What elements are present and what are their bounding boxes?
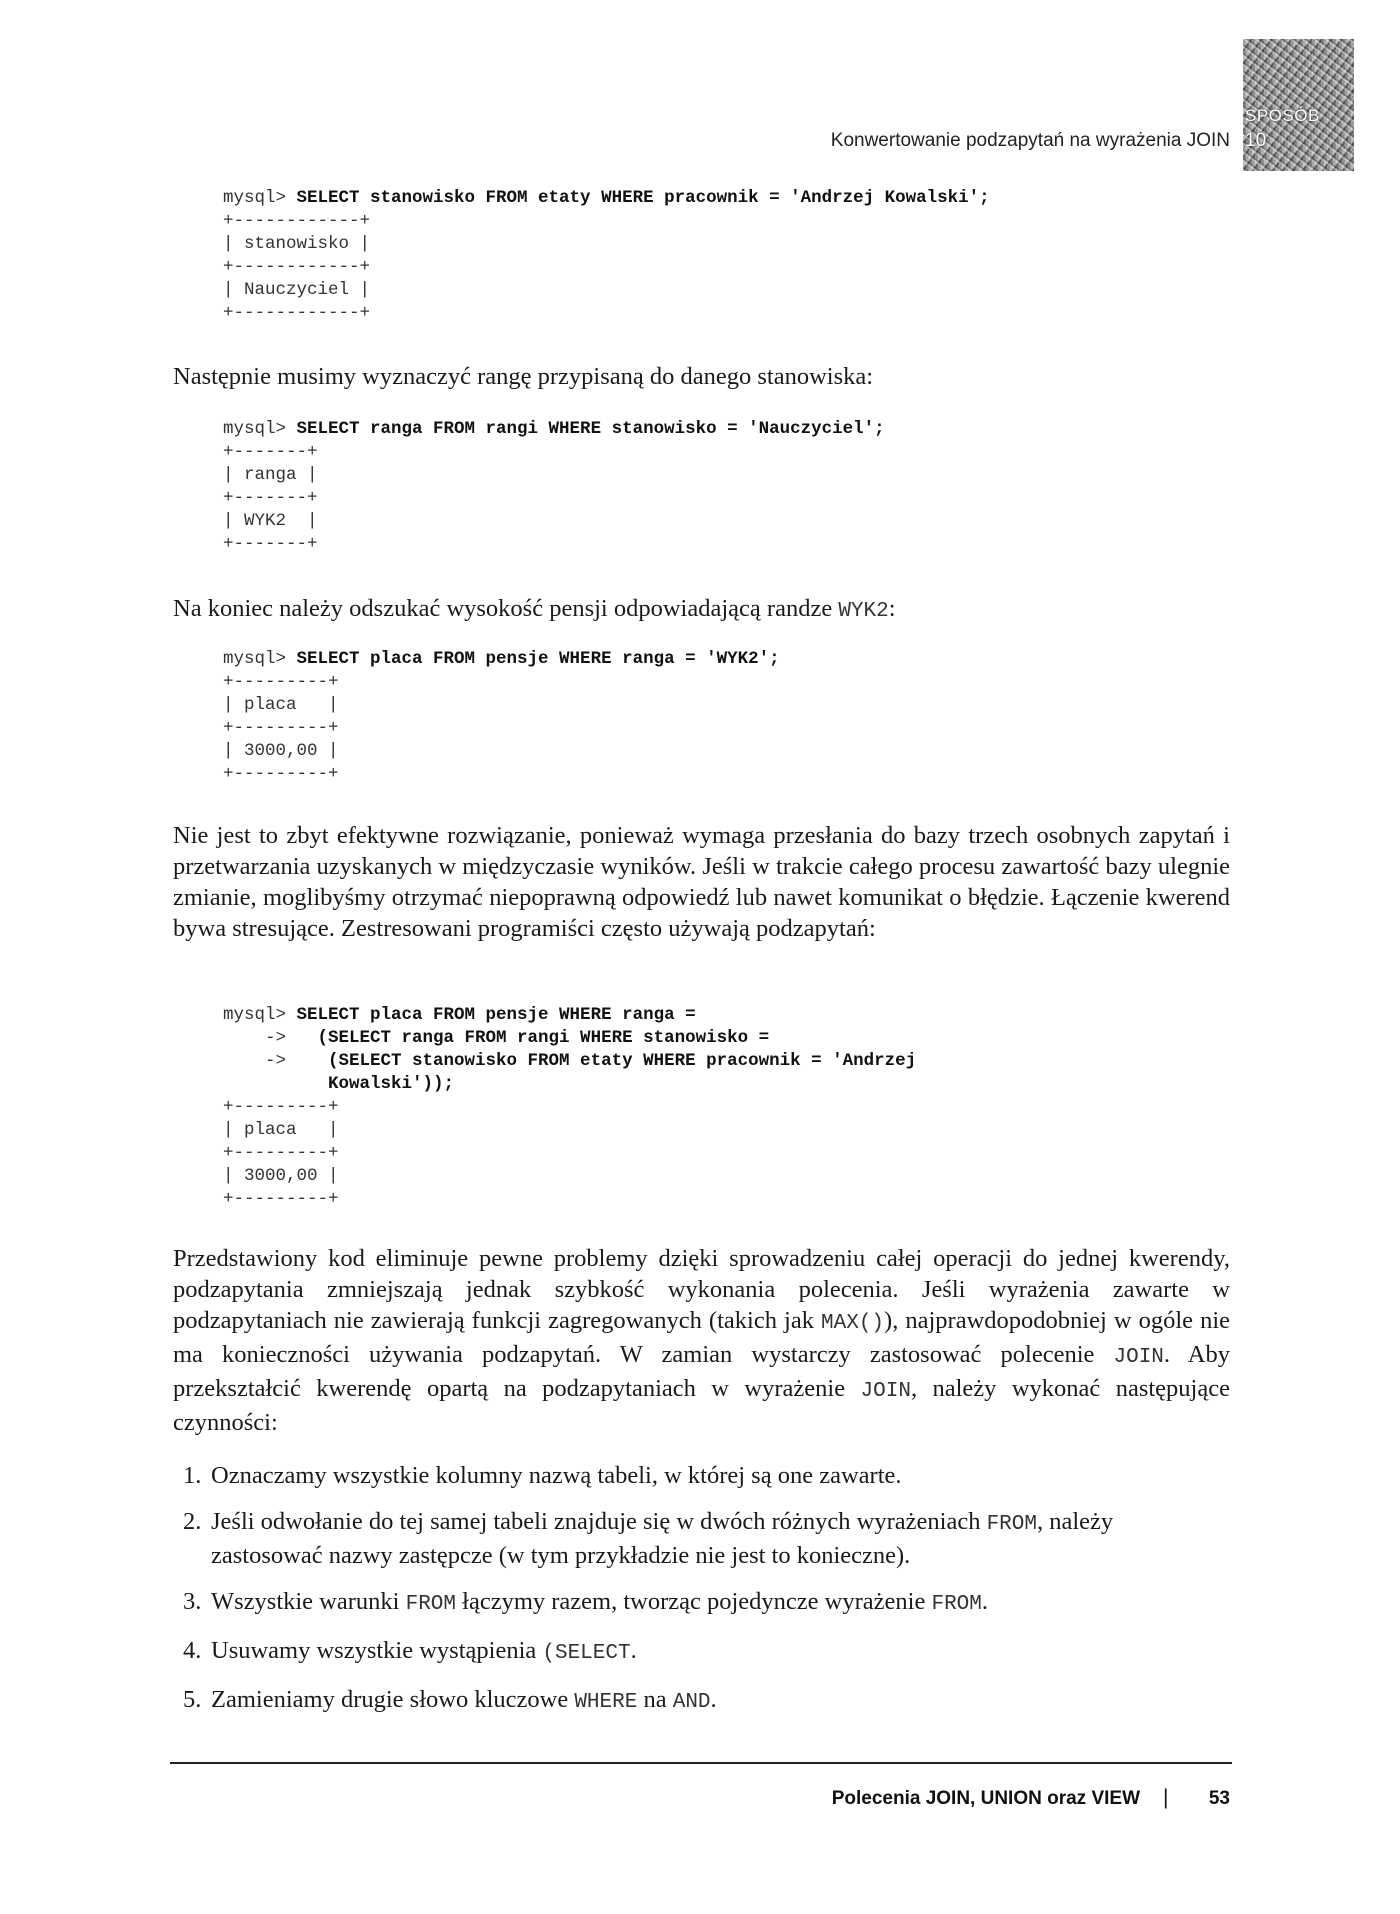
code-prompt: mysql> bbox=[223, 1005, 297, 1025]
code-result-table: +------------+ | stanowisko | +------------+ | Nauczyciel | +------------+ bbox=[223, 211, 371, 323]
code-block-subquery bbox=[223, 1004, 916, 1211]
code-query: SELECT stanowisko FROM etaty WHERE pracownik = 'Andrzej Kowalski'; bbox=[296, 188, 990, 208]
list-item-text: . bbox=[981, 1588, 989, 1615]
sposob-badge-number: 10 bbox=[1245, 130, 1267, 151]
list-item-text: łączymy razem, tworząc pojedyncze wyrażenie bbox=[456, 1588, 932, 1615]
inline-code: AND bbox=[672, 1691, 711, 1714]
footer-chapter-title: Polecenia JOIN, UNION oraz VIEW bbox=[831, 1788, 1140, 1809]
inline-code: JOIN bbox=[860, 1380, 911, 1403]
page-number: 53 bbox=[1208, 1788, 1230, 1809]
list-item-text: , należy zastosować nazwy zastępcze (w tym przykładzie nie jest to konieczne). bbox=[211, 1508, 1114, 1569]
list-item-text: . bbox=[630, 1637, 637, 1664]
footer-separator: | bbox=[1163, 1786, 1169, 1809]
code-result-table: +---------+ | placa | +---------+ | 3000,00 | +---------+ bbox=[223, 1097, 339, 1209]
paragraph-ranga-intro: Następnie musimy wyznaczyć rangę przypisaną do danego stanowiska: bbox=[173, 363, 874, 390]
list-item bbox=[173, 1635, 1230, 1669]
list-number: 4. bbox=[183, 1637, 202, 1664]
code-result-table: +---------+ | placa | +---------+ | 3000,00 | +---------+ bbox=[223, 672, 339, 784]
list-item-text: . bbox=[710, 1686, 717, 1713]
list-item-text: Jeśli odwołanie do tej samej tabeli znajduje się w dwóch różnych wyrażeniach bbox=[211, 1508, 987, 1535]
code-continuation: -> bbox=[223, 1051, 297, 1071]
code-block-query-placa bbox=[223, 648, 780, 786]
inline-code: FROM bbox=[931, 1593, 982, 1616]
list-item bbox=[173, 1684, 1230, 1718]
list-item-text: Usuwamy wszystkie wystąpienia bbox=[211, 1637, 543, 1664]
inline-code: MAX() bbox=[821, 1312, 885, 1335]
paragraph-text: Na koniec należy odszukać wysokość pensji odpowiadającą randze bbox=[173, 595, 839, 622]
inline-code: FROM bbox=[405, 1593, 457, 1616]
code-continuation: -> bbox=[223, 1028, 297, 1048]
paragraph-text: Przedstawiony kod eliminuje pewne problemy dzięki sprowadzeniu całej operacji do jednej kwerendy, podzapytania zmniejszają jednak szybkość wykonania polecenia. Jeśli wyrażenia zawarte w podzapytaniach nie zawierają funkcji zagregowanych (takich jak bbox=[173, 1245, 1230, 1334]
paragraph-text: ), najprawdopodobniej w ogóle nie ma konieczności używania podzapytań. W zamian wystarczy zastosować polecenie bbox=[173, 1307, 1231, 1368]
code-prompt: mysql> bbox=[223, 188, 297, 208]
list-number: 3. bbox=[183, 1588, 202, 1615]
code-prompt: mysql> bbox=[223, 419, 297, 439]
paragraph-text: : bbox=[888, 595, 896, 622]
code-query: SELECT ranga FROM rangi WHERE stanowisko = 'Nauczyciel'; bbox=[296, 419, 885, 439]
paragraph-inefficiency: Nie jest to zbyt efektywne rozwiązanie, ponieważ wymaga przesłania do bazy trzech osobnych zapytań i przetwarzania uzyskanych w międzyczasie wyników. Jeśli w trakcie całego procesu zawartość bazy ulegnie zmianie, moglibyśmy otrzymać niepoprawną odpowiedź lub nawet komunikat o błędzie. Łączenie kwerend bywa stresujące. Zestresowani programiści często używają podzapytań: bbox=[173, 822, 1230, 942]
list-item-text: Wszystkie warunki bbox=[211, 1588, 406, 1615]
paragraph-text: . Aby przekształcić kwerendę opartą na podzapytaniach w wyrażenie bbox=[173, 1341, 1231, 1402]
code-query-line: Kowalski')); bbox=[296, 1074, 455, 1094]
list-number: 1. bbox=[183, 1462, 202, 1489]
code-query-line: (SELECT stanowisko FROM etaty WHERE pracownik = 'Andrzej bbox=[296, 1051, 917, 1071]
list-number: 2. bbox=[183, 1508, 202, 1535]
list-number: 5. bbox=[183, 1686, 202, 1713]
code-prompt: mysql> bbox=[223, 649, 297, 669]
list-item bbox=[173, 1586, 1230, 1620]
list-item-text: Zamieniamy drugie słowo kluczowe bbox=[211, 1686, 575, 1713]
inline-code: FROM bbox=[986, 1513, 1037, 1536]
sposob-badge-label: SPOSÓB bbox=[1245, 106, 1320, 125]
inline-code: WHERE bbox=[574, 1691, 638, 1714]
list-item-text: na bbox=[637, 1686, 673, 1713]
code-query: SELECT placa FROM pensje WHERE ranga = 'WYK2'; bbox=[296, 649, 780, 669]
code-result-table: +-------+ | ranga | +-------+ | WYK2 | +-------+ bbox=[223, 442, 318, 554]
inline-code: WYK2 bbox=[838, 600, 889, 623]
list-item-text: Oznaczamy wszystkie kolumny nazwą tabeli, w której są one zawarte. bbox=[211, 1462, 902, 1489]
paragraph-placa-intro bbox=[173, 593, 1230, 627]
code-query-line: (SELECT ranga FROM rangi WHERE stanowisko = bbox=[296, 1028, 770, 1048]
running-header: Konwertowanie podzapytań na wyrażenia JOIN bbox=[830, 130, 1230, 151]
list-item bbox=[173, 1460, 1230, 1491]
code-query-line: SELECT placa FROM pensje WHERE ranga = bbox=[296, 1005, 696, 1025]
inline-code: JOIN bbox=[1113, 1346, 1164, 1369]
paragraph-join-explanation bbox=[173, 1243, 1230, 1438]
list-item bbox=[173, 1506, 1230, 1571]
code-block-query-ranga bbox=[223, 418, 885, 556]
code-block-query-stanowisko bbox=[223, 187, 990, 325]
paragraph-text: , należy wykonać następujące czynności: bbox=[173, 1375, 1230, 1436]
conversion-steps-list bbox=[173, 1460, 1230, 1733]
inline-code: (SELECT bbox=[542, 1642, 631, 1665]
footer-divider bbox=[170, 1762, 1232, 1764]
